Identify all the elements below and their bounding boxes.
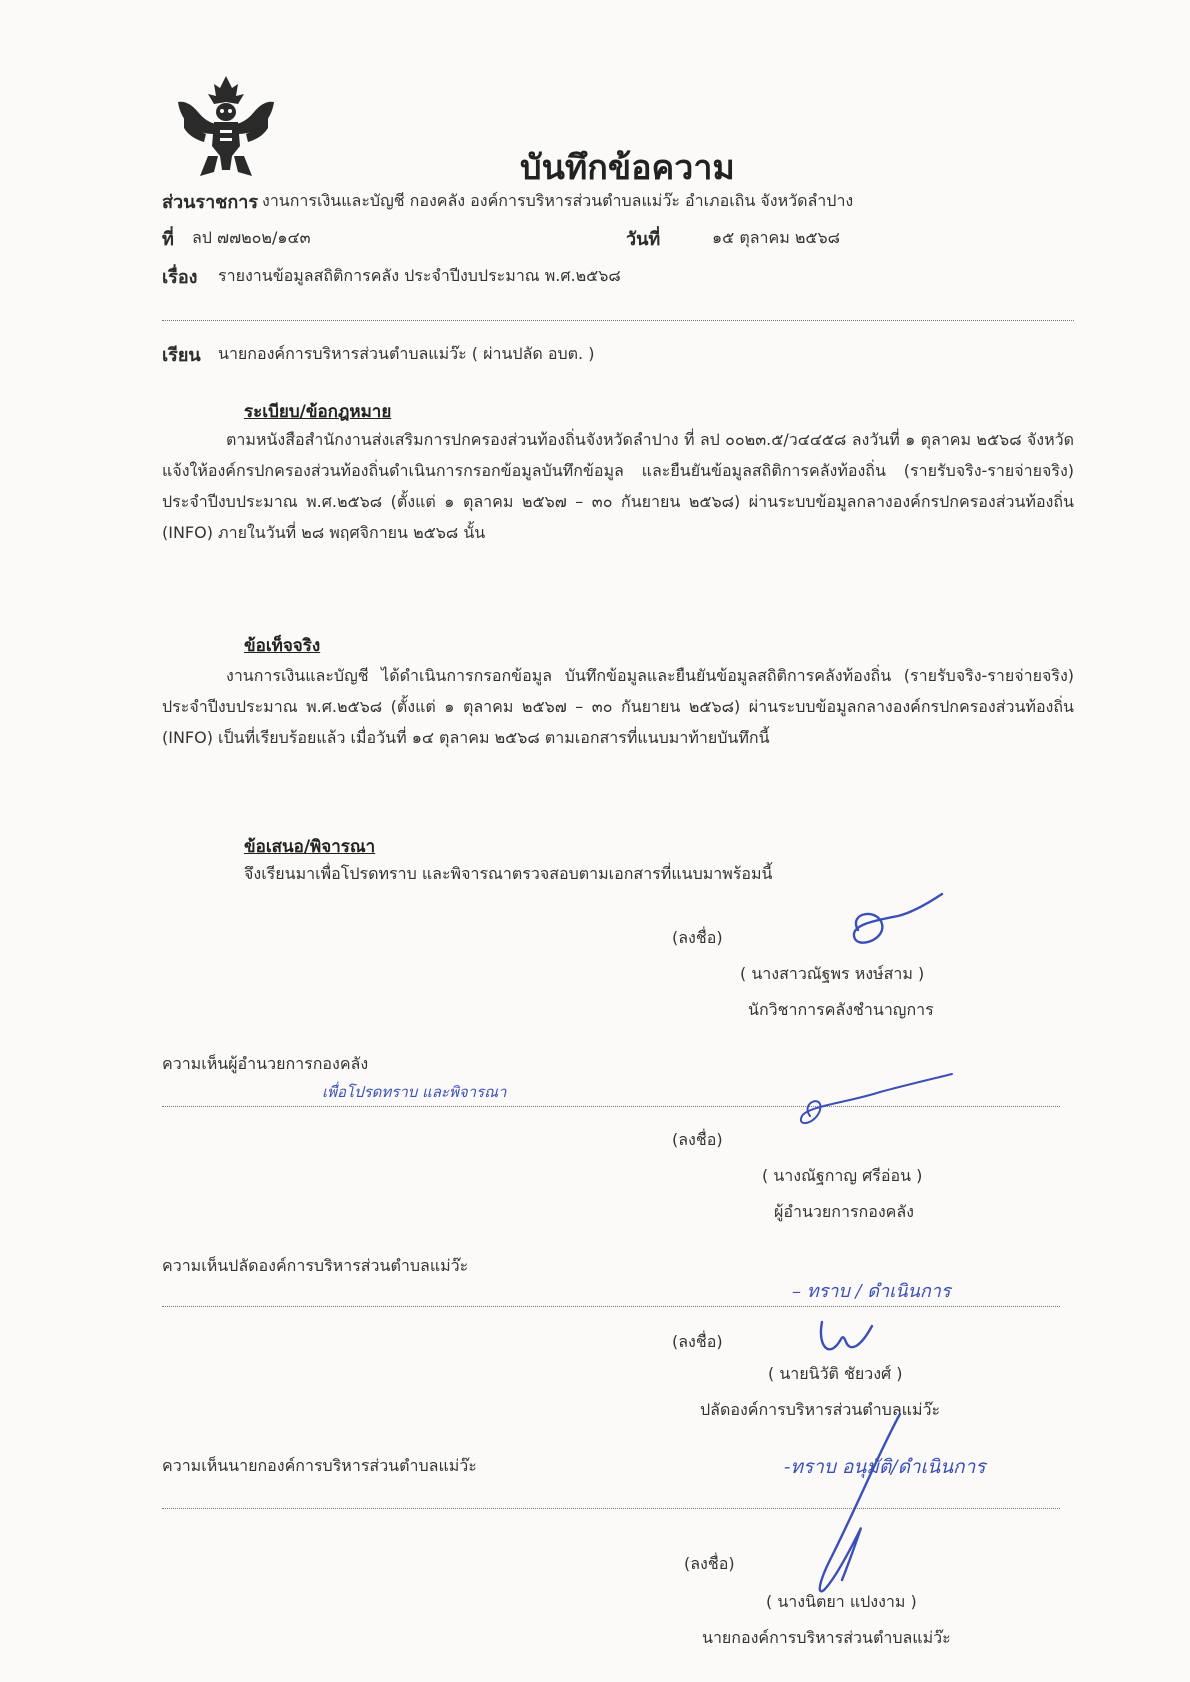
signer-3-position: ปลัดองค์การบริหารส่วนตำบลแม่ว๊ะ: [700, 1400, 941, 1419]
fact-heading: ข้อเท็จจริง: [244, 636, 321, 656]
signature-1-mark: [838, 890, 948, 960]
opinion-4-line: [162, 1508, 1060, 1509]
signature-4-mark: [790, 1410, 910, 1610]
sign-label-3: (ลงชื่อ): [672, 1332, 723, 1351]
to-value: นายกองค์การบริหารส่วนตำบลแม่ว๊ะ ( ผ่านปลัด อบต. ): [218, 344, 595, 363]
sign-label-2: (ลงชื่อ): [672, 1130, 723, 1149]
opinion-2-handwritten: เพื่อโปรดทราบ และพิจารณา: [322, 1083, 507, 1101]
garuda-emblem-icon: [170, 72, 282, 180]
department-value: งานการเงินและบัญชี กองคลัง องค์การบริหารส่วนตำบลแม่ว๊ะ อำเภอเถิน จังหวัดลำปาง: [262, 191, 854, 210]
opinion-3-line: [162, 1306, 1060, 1307]
signer-4-name: ( นางนิตยา แปงงาม ): [766, 1592, 917, 1611]
opinion-4-handwritten: -ทราบ อนุมัติ/ดำเนินการ: [784, 1456, 986, 1478]
regulation-text: ตามหนังสือสำนักงานส่งเสริมการปกครองส่วนท้องถิ่นจังหวัดลำปาง ที่ ลป ๐๐๒๓.๕/ว๔๔๕๘ ลงวันที่ ๑ ตุลาคม ๒๕๖๘ จังหวัดแจ้งให้องค์กรปกครองส่วนท้องถิ่นดำเนินการกรอกข้อมูลบันทึกข้อมูล และยืนยันข้อมูลสถิติการคลังท้องถิ่น (รายรับจริง-รายจ่ายจริง) ประจำปีงบประมาณ พ.ศ.๒๕๖๘ (ตั้งแต่ ๑ ตุลาคม ๒๕๖๗ – ๓๐ กันยายน ๒๕๖๘) ผ่านระบบข้อมูลกลางองค์กรปกครองส่วนท้องถิ่น (INFO) ภายในวันที่ ๒๘ พฤศจิกายน ๒๕๖๘ นั้น: [162, 430, 1074, 542]
signer-1-name: ( นางสาวณัฐพร หงษ์สาม ): [740, 964, 925, 983]
signer-1-position: นักวิชาการคลังชำนาญการ: [748, 1000, 934, 1019]
signer-2-position: ผู้อำนวยการกองคลัง: [774, 1202, 914, 1221]
opinion-3-handwritten: – ทราบ / ดำเนินการ: [792, 1281, 951, 1302]
opinion-2-label: ความเห็นผู้อำนวยการกองคลัง: [162, 1054, 369, 1073]
proposal-text: จึงเรียนมาเพื่อโปรดทราบ และพิจารณาตรวจสอบตามเอกสารที่แนบมาพร้อมนี้: [244, 864, 773, 883]
header-divider: [162, 320, 1074, 321]
regulation-paragraph: [162, 424, 1074, 548]
ref-label: ที่: [162, 229, 174, 250]
to-label: เรียน: [162, 345, 201, 366]
signer-4-position: นายกองค์การบริหารส่วนตำบลแม่ว๊ะ: [702, 1628, 951, 1647]
opinion-4-label: ความเห็นนายกองค์การบริหารส่วนตำบลแม่ว๊ะ: [162, 1456, 477, 1475]
signature-2-mark: [780, 1072, 960, 1142]
ref-value: ลป ๗๗๒๐๒/๑๔๓: [192, 228, 311, 247]
date-label: วันที่: [626, 229, 661, 250]
signer-2-name: ( นางณัฐกาญ ศรีอ่อน ): [762, 1166, 923, 1185]
regulation-heading: ระเบียบ/ข้อกฎหมาย: [244, 402, 392, 422]
date-value: ๑๕ ตุลาคม ๒๕๖๘: [712, 228, 841, 247]
memo-title: บันทึกข้อความ: [520, 148, 735, 188]
opinion-3-label: ความเห็นปลัดองค์การบริหารส่วนตำบลแม่ว๊ะ: [162, 1256, 469, 1275]
subject-label: เรื่อง: [162, 267, 198, 288]
signature-3-mark: [812, 1312, 882, 1362]
signer-3-name: ( นายนิวัติ ชัยวงศ์ ): [768, 1364, 903, 1383]
fact-paragraph: [162, 660, 1074, 753]
proposal-heading: ข้อเสนอ/พิจารณา: [244, 837, 376, 857]
sign-label-4: (ลงชื่อ): [684, 1554, 735, 1573]
fact-text: งานการเงินและบัญชี ได้ดำเนินการกรอกข้อมูล บันทึกข้อมูลและยืนยันข้อมูลสถิติการคลังท้องถิ่น (รายรับจริง-รายจ่ายจริง) ประจำปีงบประมาณ พ.ศ.๒๕๖๘ (ตั้งแต่ ๑ ตุลาคม ๒๕๖๗ – ๓๐ กันยายน ๒๕๖๘) ผ่านระบบข้อมูลกลางองค์กรปกครองส่วนท้องถิ่น (INFO) เป็นที่เรียบร้อยแล้ว เมื่อวันที่ ๑๔ ตุลาคม ๒๕๖๘ ตามเอกสารที่แนบมาท้ายบันทึกนี้: [162, 666, 1074, 747]
sign-label-1: (ลงชื่อ): [672, 928, 723, 947]
subject-value: รายงานข้อมูลสถิติการคลัง ประจำปีงบประมาณ พ.ศ.๒๕๖๘: [218, 266, 621, 285]
department-label: ส่วนราชการ: [162, 192, 259, 213]
